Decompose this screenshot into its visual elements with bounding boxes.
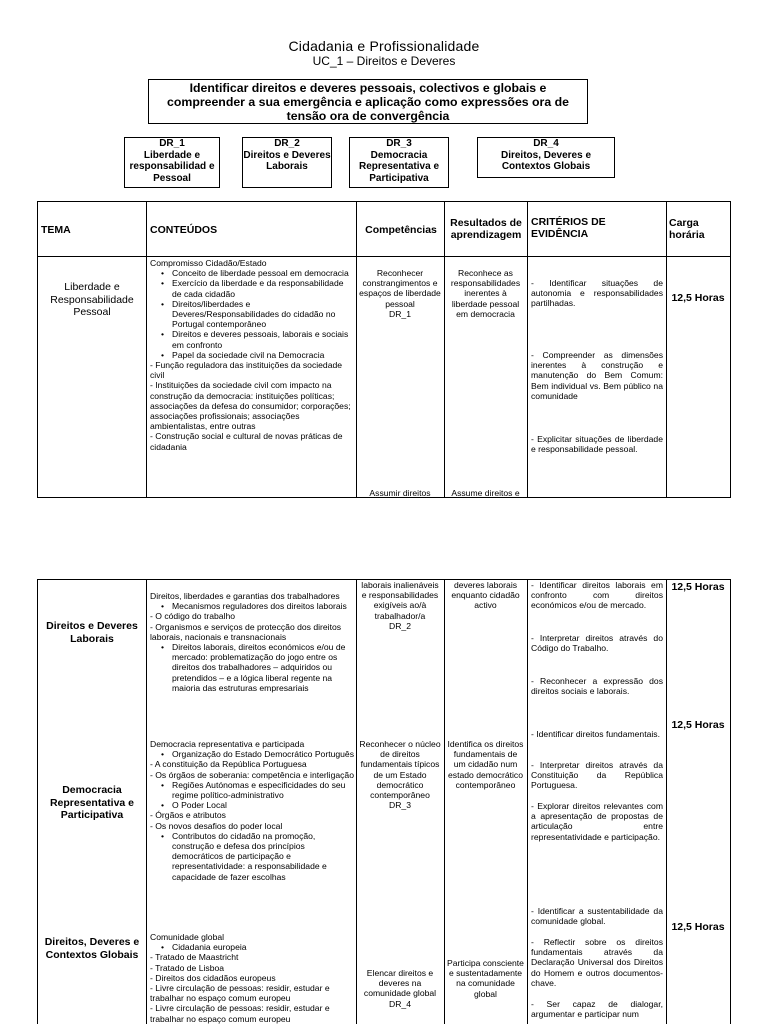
list-item: • O Poder Local [150, 800, 354, 810]
criterio-item: - Interpretar direitos através do Código do Trabalho. [531, 633, 663, 654]
column-header-carga: Carga horária [669, 217, 705, 241]
competencias-cell: Elencar direitos e deveres na comunidade global DR_4 [363, 968, 437, 1009]
criterio-item: - Interpretar direitos através da Constituição da República Portuguesa. [531, 760, 663, 791]
table-border [444, 201, 445, 498]
dr-name: Democracia Representativa e Participativa [358, 149, 440, 184]
criterio-item: - Reconhecer a expressão dos direitos sociais e laborais. [531, 676, 663, 697]
list-item: • Exercício da liberdade e da responsabilidade de cada cidadão [150, 278, 354, 298]
table-border [146, 579, 147, 1024]
list-item: • Direitos/liberdades e Deveres/Responsabilidades do cidadão no Portugal contemporâneo [150, 299, 354, 330]
contents-list [150, 942, 354, 952]
dr-box-1 [124, 137, 220, 188]
resultados-cell-continued: Assume direitos e [451, 488, 520, 498]
contents-text: - Órgãos e atributos - Os novos desafios do poder local [150, 810, 283, 831]
dr-name: Liberdade e responsabilidad e Pessoal [129, 149, 215, 184]
dr-box-3 [349, 137, 449, 188]
column-header-conteudos: CONTEÚDOS [150, 224, 218, 236]
theme-label: Direitos, Deveres e Contextos Globais [44, 936, 140, 961]
table-border [527, 201, 528, 498]
list-item: • Contributos do cidadão na promoção, construção e defesa dos princípios democráticos de participação e representatividade: a responsabilidade e capacidade de fazer escolhas [150, 831, 354, 882]
hours-label: 12,5 Horas [671, 581, 725, 593]
contents-intro: Democracia representativa e participada [150, 739, 305, 749]
contents-list [150, 601, 354, 611]
list-item: • Regiões Autónomas e especificidades do seu regime político-administrativo [150, 780, 354, 800]
list-item: • Organização do Estado Democrático Português [150, 749, 354, 759]
contents-text: - Tratado de Maastricht - Tratado de Lisboa - Direitos dos cidadãos europeus - Livre circulação de pessoas: residir, estudar e trabalhar no espaço comum europeu - Livre circulação de pessoas: residir, estudar e trabalhar no espaço comum europeu [150, 952, 330, 1024]
contents-cell [150, 739, 354, 882]
table-border [146, 201, 147, 498]
criterio-item: - Identificar direitos fundamentais. [531, 729, 660, 739]
competencias-cell-continued: Assumir direitos [369, 488, 431, 498]
table-border [666, 201, 667, 498]
list-item: • Cidadania europeia [150, 942, 354, 952]
hours-label: 12,5 Horas [671, 921, 725, 933]
theme-label: Liberdade e Responsabilidade Pessoal [50, 281, 134, 318]
theme-label: Direitos e Deveres Laborais [46, 620, 138, 645]
contents-intro: Direitos, liberdades e garantias dos trabalhadores [150, 591, 340, 601]
dr-code: DR_4 [533, 138, 559, 149]
contents-list [150, 749, 354, 759]
table-border [444, 579, 445, 1024]
list-item: • Mecanismos reguladores dos direitos laborais [150, 601, 354, 611]
list-item: • Direitos laborais, direitos económicos e/ou de mercado: problematização do jogo entre os direitos dos trabalhadores – adquiridos ou pretendidos – e a lógica liberal regente na maioria das estruturas empresariais [150, 642, 354, 693]
list-item: • Conceito de liberdade pessoal em democracia [150, 268, 354, 278]
criterio-item: - Compreender as dimensões inerentes à construção e manutenção do Bem Comum: Bem individual vs. Bem público na comunidade [531, 350, 663, 401]
table-border [527, 579, 528, 1024]
contents-list [150, 642, 354, 693]
criterio-item: - Explicitar situações de liberdade e responsabilidade pessoal. [531, 434, 663, 455]
criterio-item: - Ser capaz de dialogar, argumentar e participar num [531, 999, 663, 1020]
table-border [356, 579, 357, 1024]
resultados-cell: Reconhece as responsabilidades inerentes à liberdade pessoal em democracia [450, 268, 521, 319]
competencias-cell: Reconhecer o núcleo de direitos fundamentais típicos de um Estado democrático contemporâneo DR_3 [359, 739, 441, 811]
document-subtitle: UC_1 – Direitos e Deveres [312, 54, 456, 68]
dr-code: DR_2 [274, 138, 300, 149]
table-border [37, 256, 731, 257]
dr-code: DR_3 [386, 138, 412, 149]
table-border [37, 201, 731, 202]
contents-cell [150, 258, 354, 452]
contents-text: - O código do trabalho - Organismos e serviços de protecção dos direitos laborais, nacionais e transnacionais [150, 611, 342, 642]
contents-intro: Compromisso Cidadão/Estado [150, 258, 267, 268]
column-header-tema: TEMA [41, 224, 71, 236]
criterio-item: - Identificar a sustentabilidade da comunidade global. [531, 906, 663, 927]
criterio-item: - Identificar direitos laborais em confronto com direitos económicos e/ou de mercado. [531, 580, 663, 611]
table-border [666, 579, 667, 1024]
contents-list [150, 831, 354, 882]
contents-text: - A constituição da República Portuguesa - Os órgãos de soberania: competência e interligação [150, 759, 354, 780]
theme-label: Democracia Representativa e Participativa [49, 784, 135, 821]
criterio-item: - Reflectir sobre os direitos fundamentais através da Declaração Universal dos Direitos do Homem e outros documentos-chave. [531, 937, 663, 988]
column-header-competencias: Competências [365, 224, 437, 236]
resultados-cell: deveres laborais enquanto cidadão activo [451, 580, 520, 611]
contents-list [150, 780, 354, 811]
hours-label: 12,5 Horas [671, 719, 725, 731]
table-border [37, 579, 38, 1024]
table-border [356, 201, 357, 498]
table-border [730, 201, 731, 498]
contents-text: - Função reguladora das instituições da sociedade civil - Instituições da sociedade civil com impacto na construção da democracia: instituições políticas; associações da defesa do consumidor; corporações; associações profissionais; associações ambientalistas, entre outras - Construção social e cultural de novas práticas de cidadania [150, 360, 351, 452]
resultados-cell: Identifica os direitos fundamentais de um cidadão num estado democrático contemporâneo [447, 739, 524, 790]
competencias-cell: laborais inalienáveis e responsabilidades exigíveis ao/à trabalhador/a DR_2 [361, 580, 439, 631]
objective-box: Identificar direitos e deveres pessoais, colectivos e globais e compreender a sua emergência e aplicação como expressões ora de tensão ora de convergência [148, 79, 588, 124]
dr-box-2 [242, 137, 332, 188]
criterio-item: - Explorar direitos relevantes com a apresentação de propostas de articulação entre representatividade e participação. [531, 801, 663, 842]
contents-list [150, 268, 354, 360]
dr-name: Direitos, Deveres e Contextos Globais [500, 149, 592, 173]
competencias-cell: Reconhecer constrangimentos e espaços de liberdade pessoal DR_1 [359, 268, 441, 319]
table-border [37, 201, 38, 498]
dr-code: DR_1 [159, 138, 185, 149]
criterio-item: - Identificar situações de autonomia e responsabilidades partilhadas. [531, 278, 663, 309]
column-header-criterios: CRITÉRIOS DE EVIDÊNCIA [531, 216, 606, 240]
dr-box-4 [477, 137, 615, 178]
table-border [730, 579, 731, 1024]
contents-cell [150, 932, 354, 1024]
column-header-resultados: Resultados de aprendizagem [450, 217, 522, 241]
contents-intro: Comunidade global [150, 932, 225, 942]
list-item: • Papel da sociedade civil na Democracia [150, 350, 354, 360]
document-title: Cidadania e Profissionalidade [288, 38, 480, 54]
dr-name: Direitos e Deveres Laborais [243, 149, 331, 173]
hours-label: 12,5 Horas [671, 292, 725, 304]
resultados-cell: Participa consciente e sustentadamente na comunidade global [447, 958, 524, 999]
contents-cell [150, 591, 354, 693]
list-item: • Direitos e deveres pessoais, laborais e sociais em confronto [150, 329, 354, 349]
